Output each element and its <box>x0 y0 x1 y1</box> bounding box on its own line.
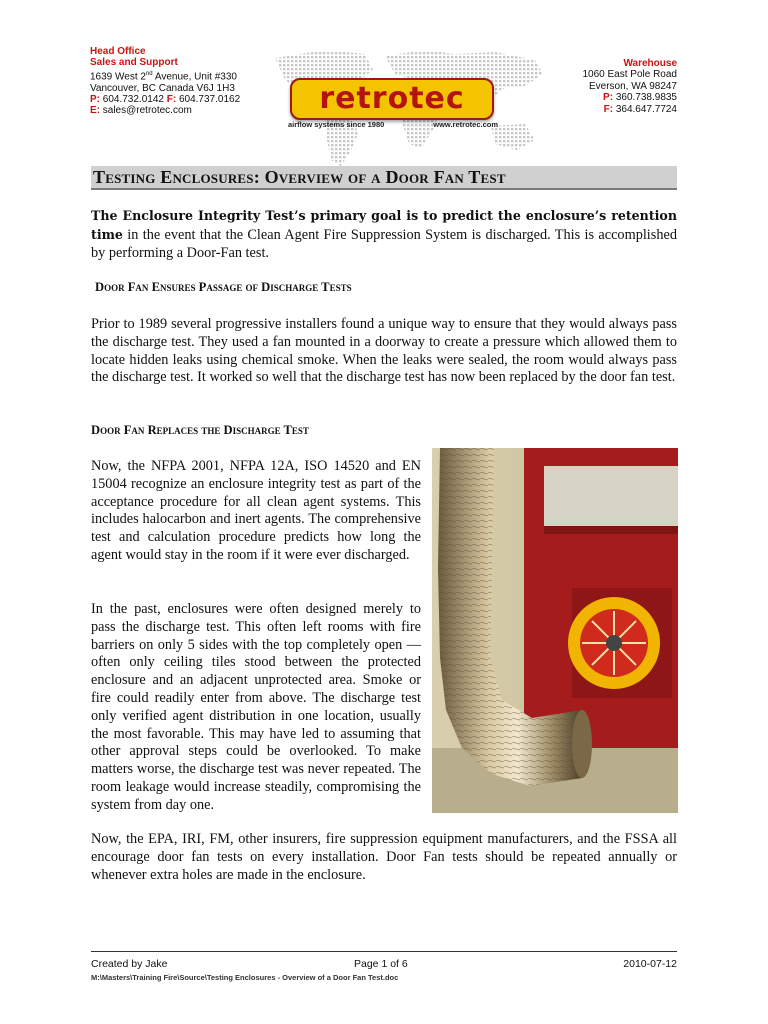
logo-tagline <box>288 120 498 129</box>
head-office-email <box>90 105 240 116</box>
warehouse-phone-label: P: <box>603 92 614 104</box>
fax-number: 604.737.0162 <box>176 93 241 105</box>
footer-date: 2010-07-12 <box>623 958 677 970</box>
head-office-city: Vancouver, BC Canada V6J 1H3 <box>90 82 235 94</box>
warehouse-phone-number: 360.738.9835 <box>613 92 677 104</box>
intro-lead: The Enclosure Integrity Test’s primary goal is to predict the enclosure’s retention time <box>91 208 677 242</box>
section2-paragraph-1: Now, the NFPA 2001, NFPA 12A, ISO 14520 and EN 15004 recognize an enclosure integrity test as part of the acceptance procedure for all clean agent systems. This includes halocarbon and inert agents. The comprehensive test and calculation procedure predicts how long the agent would stay in the room if it were ever discharged. <box>91 458 421 563</box>
street-ordinal: nd <box>145 70 153 77</box>
document-title: Testing Enclosures: Overview of a Door Fan Test <box>93 167 506 187</box>
email-label: E: <box>90 105 100 117</box>
section2-paragraph-3: Now, the EPA, IRI, FM, other insurers, fire suppression equipment manufacturers, and the FSSA all encourage door fan tests on every installation. Door Fan tests should be repeated annually or whenever extra holes are made in the enclosure. <box>91 831 677 883</box>
phone-number: 604.732.0142 <box>100 93 167 105</box>
warehouse-fax-number: 364.647.7724 <box>613 103 677 115</box>
warehouse-fax <box>582 104 677 115</box>
fax-label: F: <box>166 93 177 105</box>
phone-label: P: <box>90 93 100 105</box>
footer-file-path: M:\Masters\Training Fire\Source\Testing Enclosures - Overview of a Door Fan Test.doc <box>91 973 399 982</box>
head-office-address <box>90 46 240 117</box>
head-office-street <box>90 69 240 83</box>
street-suffix: Avenue, Unit #330 <box>152 71 237 83</box>
street-prefix: 1639 West 2 <box>90 71 146 83</box>
document-title-bar <box>91 166 677 190</box>
intro-paragraph <box>91 207 677 262</box>
head-office-phones <box>90 94 240 105</box>
section-heading-ensures-passage: Door Fan Ensures Passage of Discharge Tests <box>95 280 352 294</box>
door-fan-photo <box>432 448 678 813</box>
retrotec-logo <box>290 78 494 120</box>
warehouse-city: Everson, WA 98247 <box>588 80 677 92</box>
warehouse-address <box>582 58 677 115</box>
section2-paragraph-2: In the past, enclosures were often designed merely to pass the discharge test. This often left rooms with fire barriers on only 5 sides with the top completely open — often only ceiling tiles stood between the protected enclosure and an adjacent unprotected area. Smoke or fire could readily enter from above. The discharge test only verified agent distribution in one location, usually the most favorable. This may have led to assuming that other approval steps could be overlooked. To make matters worse, the discharge test was never repeated. The room leakage would increase steadily, compromising the system from day one. <box>91 601 421 813</box>
warehouse-label: Warehouse <box>623 58 677 69</box>
footer-page-number: Page 1 of 6 <box>354 958 408 970</box>
warehouse-street: 1060 East Pole Road <box>582 69 677 81</box>
footer-rule <box>91 951 677 952</box>
footer-author: Created by Jake <box>91 958 168 970</box>
head-office-label: Head Office <box>90 46 146 57</box>
warehouse-phone <box>582 92 677 103</box>
section1-paragraph: Prior to 1989 several progressive installers found a unique way to ensure that they would always pass the discharge test. They used a fan mounted in a doorway to create a pressure which allowed them to locate hidden leaks using chemical smoke. When the leaks were sealed, the room would always pass the discharge test. It worked so well that the discharge test has now been replaced by the door fan test. <box>91 316 677 386</box>
tagline-since: airflow systems since 1980 <box>288 120 385 129</box>
sales-support-label: Sales and Support <box>90 57 178 69</box>
email-address: sales@retrotec.com <box>100 105 192 117</box>
section-heading-replaces: Door Fan Replaces the Discharge Test <box>91 423 309 437</box>
intro-rest: in the event that the Clean Agent Fire Suppression System is discharged. This is accomplished by performing a Door-Fan test. <box>91 226 677 261</box>
tagline-website: www.retrotec.com <box>433 120 498 129</box>
logo-wordmark: retrotec <box>319 81 465 116</box>
warehouse-fax-label: F: <box>603 103 614 115</box>
